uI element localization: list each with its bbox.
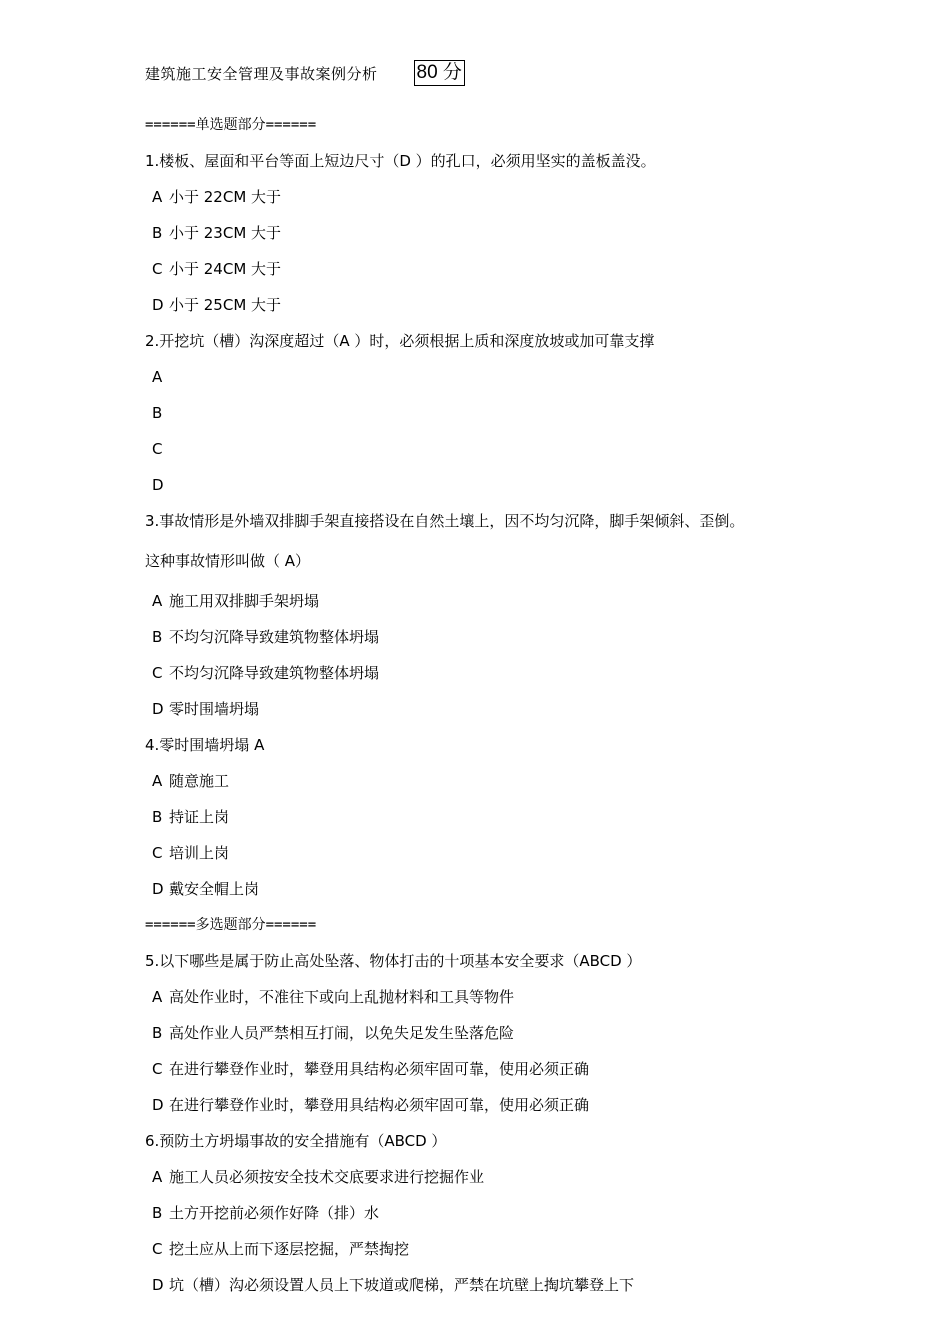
option-letter: C: [152, 260, 163, 278]
option-letter: D: [152, 700, 164, 718]
question-4-option-c: [145, 835, 865, 871]
score-box: 80 分: [414, 60, 465, 86]
question-list: [145, 107, 865, 1303]
question-1-option-c: [145, 251, 865, 287]
question-6-option-b: [145, 1195, 865, 1231]
option-letter: C: [152, 844, 163, 862]
question-1-option-a: [145, 179, 865, 215]
question-6-option-c: [145, 1231, 865, 1267]
option-text: 施工人员必须按安全技术交底要求进行挖掘作业: [169, 1168, 485, 1186]
question-3-stem-continued: 这种事故情形叫做（ A）: [145, 552, 311, 570]
option-letter: A: [152, 1168, 163, 1186]
document-title: 建筑施工安全管理及事故案例分析: [145, 64, 378, 83]
question-4-option-d: [145, 871, 865, 907]
question-1-stem: 1.楼板、屋面和平台等面上短边尺寸（D ）的孔口，必须用坚实的盖板盖没。: [145, 152, 656, 170]
option-text: 挖土应从上而下逐层挖掘，严禁掏挖: [169, 1240, 410, 1258]
option-letter: D: [152, 476, 164, 494]
option-text: 培训上岗: [169, 844, 230, 862]
option-text: 小于 25CM 大于: [169, 296, 282, 314]
question-4-option-b: [145, 799, 865, 835]
option-text: 随意施工: [169, 772, 230, 790]
option-text: 在进行攀登作业时，攀登用具结构必须牢固可靠，使用必须正确: [169, 1096, 590, 1114]
option-letter: C: [152, 664, 163, 682]
question-4-stem: 4.零时围墙坍塌 A: [145, 736, 265, 754]
option-letter: B: [152, 224, 163, 242]
option-letter: A: [152, 188, 163, 206]
question-6-stem: 6.预防土方坍塌事故的安全措施有（ABCD ）: [145, 1132, 447, 1150]
question-5-stem: 5.以下哪些是属于防止高处坠落、物体打击的十项基本安全要求（ABCD ）: [145, 952, 642, 970]
option-letter: B: [152, 404, 163, 422]
option-letter: A: [152, 368, 163, 386]
option-text: 持证上岗: [169, 808, 230, 826]
option-text: 小于 23CM 大于: [169, 224, 282, 242]
question-3-stem: 3.事故情形是外墙双排脚手架直接搭设在自然土壤上，因不均匀沉降，脚手架倾斜、歪倒。: [145, 512, 745, 530]
document-header: [145, 58, 465, 88]
question-3-option-d: [145, 691, 865, 727]
section-heading-multi: ======多选题部分======: [145, 917, 317, 933]
question-5-option-a: [145, 979, 865, 1015]
question-2-option-d: [145, 467, 865, 503]
question-5-option-b: [145, 1015, 865, 1051]
question-3-option-a: [145, 583, 865, 619]
question-5-option-d: [145, 1087, 865, 1123]
question-4-option-a: [145, 763, 865, 799]
question-1-option-d: [145, 287, 865, 323]
question-3-option-b: [145, 619, 865, 655]
option-letter: A: [152, 988, 163, 1006]
question-2-stem: 2.开挖坑（槽）沟深度超过（A ）时，必须根据上质和深度放坡或加可靠支撑: [145, 332, 655, 350]
option-text: 施工用双排脚手架坍塌: [169, 592, 320, 610]
option-letter: D: [152, 296, 164, 314]
option-text: 在进行攀登作业时，攀登用具结构必须牢固可靠，使用必须正确: [169, 1060, 590, 1078]
option-text: 坑（槽）沟必须设置人员上下坡道或爬梯，严禁在坑壁上掏坑攀登上下: [169, 1276, 635, 1294]
option-letter: B: [152, 1024, 163, 1042]
question-6-option-a: [145, 1159, 865, 1195]
question-2-option-c: [145, 431, 865, 467]
question-3-option-c: [145, 655, 865, 691]
option-letter: C: [152, 440, 163, 458]
option-text: 小于 22CM 大于: [169, 188, 282, 206]
option-text: 戴安全帽上岗: [169, 880, 260, 898]
question-6-option-d: [145, 1267, 865, 1303]
option-text: 高处作业时，不准往下或向上乱抛材料和工具等物件: [169, 988, 515, 1006]
option-text: 不均匀沉降导致建筑物整体坍塌: [169, 628, 380, 646]
option-letter: A: [152, 592, 163, 610]
option-letter: C: [152, 1240, 163, 1258]
option-letter: B: [152, 1204, 163, 1222]
option-letter: D: [152, 1276, 164, 1294]
option-letter: D: [152, 1096, 164, 1114]
option-letter: D: [152, 880, 164, 898]
option-text: 高处作业人员严禁相互打闹，以免失足发生坠落危险: [169, 1024, 515, 1042]
option-letter: B: [152, 628, 163, 646]
option-text: 零时围墙坍塌: [169, 700, 260, 718]
question-5-option-c: [145, 1051, 865, 1087]
question-1-option-b: [145, 215, 865, 251]
section-heading-single: ======单选题部分======: [145, 117, 317, 133]
option-letter: B: [152, 808, 163, 826]
question-2-option-b: [145, 395, 865, 431]
option-letter: C: [152, 1060, 163, 1078]
option-letter: A: [152, 772, 163, 790]
option-text: 土方开挖前必须作好降（排）水: [169, 1204, 380, 1222]
option-text: 不均匀沉降导致建筑物整体坍塌: [169, 664, 380, 682]
option-text: 小于 24CM 大于: [169, 260, 282, 278]
question-2-option-a: [145, 359, 865, 395]
